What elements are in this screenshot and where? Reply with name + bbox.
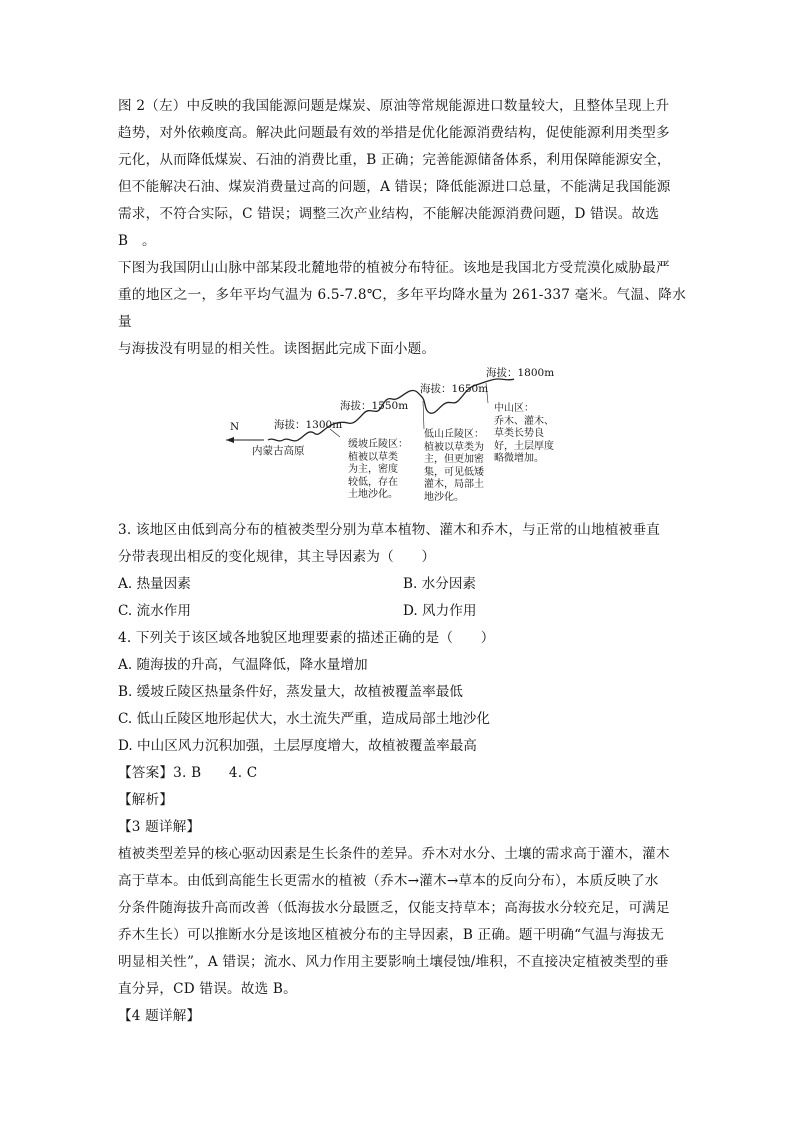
q4-option-c: C. 低山丘陵区地形起伏大，水土流失严重，造成局部土地沙化 bbox=[118, 711, 490, 727]
detail3-line: 乔木生长）可以推断水分是该地区植被分布的主导因素，B 正确。题干明确“气温与海拔无 bbox=[118, 927, 665, 943]
altitude-1800-label: 海拔：1800m bbox=[486, 367, 555, 379]
gentle-hill-zone-note: 缓坡丘陵区： 植被以草类 为主，密度 较低，存在 土地沙化。 bbox=[348, 439, 408, 501]
north-arrow-head bbox=[226, 437, 234, 443]
q3-option-a: A. 热量因素 bbox=[118, 576, 191, 592]
intro-line: 趋势，对外依赖度高。解决此问题最有效的举措是优化能源消费结构，促使能源利用类型多 bbox=[118, 125, 670, 141]
detail3-heading: 【3 题详解】 bbox=[118, 819, 201, 835]
detail3-line: 分条件随海拔升高而改善（低海拔水分最匮乏，仅能支持草本；高海拔水分较充足，可满足 bbox=[118, 900, 670, 916]
q3-stem-line: 3. 该地区由低到高分布的植被类型分别为草本植物、灌木和乔木，与正常的山地植被垂直 bbox=[118, 522, 661, 538]
q3-option-d: D. 风力作用 bbox=[403, 603, 477, 619]
q4-option-d: D. 中山区风力沉积加强，土层厚度增大，故植被覆盖率最高 bbox=[118, 738, 477, 754]
q3-options-row bbox=[118, 571, 686, 598]
q4-option-b: B. 缓坡丘陵区热量条件好，蒸发量大，故植被覆盖率最低 bbox=[118, 684, 463, 700]
q3-stem-line: 分带表现出相反的变化规律，其主导因素为（ ） bbox=[118, 549, 436, 565]
intro-line: 但不能解决石油、煤炭消费量过高的问题，A 错误；降低能源进口总量，不能满足我国能源 bbox=[118, 179, 671, 195]
intro-line: B 。 bbox=[118, 233, 156, 249]
q3-option-c: C. 流水作用 bbox=[118, 603, 191, 619]
detail4-heading: 【4 题详解】 bbox=[118, 1008, 201, 1024]
q4-option-a: A. 随海拔的升高，气温降低，降水量增加 bbox=[118, 657, 368, 673]
altitude-1650-label: 海拔：1650m bbox=[420, 383, 489, 395]
q3-option-b: B. 水分因素 bbox=[403, 576, 477, 592]
plateau-label: 内蒙古高原 bbox=[252, 445, 305, 457]
vegetation-profile-diagram bbox=[118, 367, 686, 515]
detail3-line: 植被类型差异的核心驱动因素是生长条件的差异。乔木对水分、土壤的需求高于灌木，灌木 bbox=[118, 846, 670, 862]
mid-mountain-zone-note: 中山区： 乔木、灌木、 草类长势良 好，土层厚度 略微增加。 bbox=[494, 403, 554, 465]
detail3-line: 明显相关性”，A 错误；流水、风力作用主要影响土壤侵蚀/堆积，不直接决定植被类型的垂 bbox=[118, 954, 669, 970]
material-line: 与海拔没有明显的相关性。读图据此完成下面小题。 bbox=[118, 341, 436, 357]
intro-line: 元化，从而降低煤炭、石油的消费比重，B 正确；完善能源储备体系，利用保障能源安全， bbox=[118, 152, 671, 168]
intro-line: 需求，不符合实际，C 错误；调整三次产业结构，不能解决能源消费问题，D 错误。故选 bbox=[118, 206, 660, 222]
q4-stem: 4. 下列关于该区域各地貌区地理要素的描述正确的是（ ） bbox=[118, 630, 495, 646]
q3-options-row bbox=[118, 598, 686, 625]
analysis-heading: 【解析】 bbox=[118, 792, 174, 808]
detail3-line: 直分异，CD 错误。故选 B。 bbox=[118, 981, 297, 997]
leader-line bbox=[423, 401, 424, 429]
intro-line: 图 2（左）中反映的我国能源问题是煤炭、原油等常规能源进口数量较大，且整体呈现上升 bbox=[118, 98, 670, 114]
answer-line: 【答案】3. B 4. C bbox=[118, 765, 258, 781]
material-line: 下图为我国阴山山脉中部某段北麓地带的植被分布特征。该地是我国北方受荒漠化威胁最严 bbox=[118, 260, 670, 276]
document-page bbox=[118, 93, 686, 1030]
north-label: N bbox=[230, 421, 240, 433]
low-hill-zone-note: 低山丘陵区： 植被以草类为 主，但更加密 集，可见低矮 灌木，局部土 地沙化。 bbox=[424, 429, 484, 503]
altitude-1300-label: 海拔：1300m bbox=[274, 419, 343, 431]
altitude-1550-label: 海拔：1550m bbox=[340, 400, 409, 412]
material-line: 重的地区之一，多年平均气温为 6.5-7.8℃，多年平均降水量为 261-337 毫米。气温、降水量 bbox=[118, 287, 686, 330]
detail3-line: 高于草本。由低到高能生长更需水的植被（乔木→灌木→草本的反向分布），本质反映了水 bbox=[118, 873, 659, 889]
